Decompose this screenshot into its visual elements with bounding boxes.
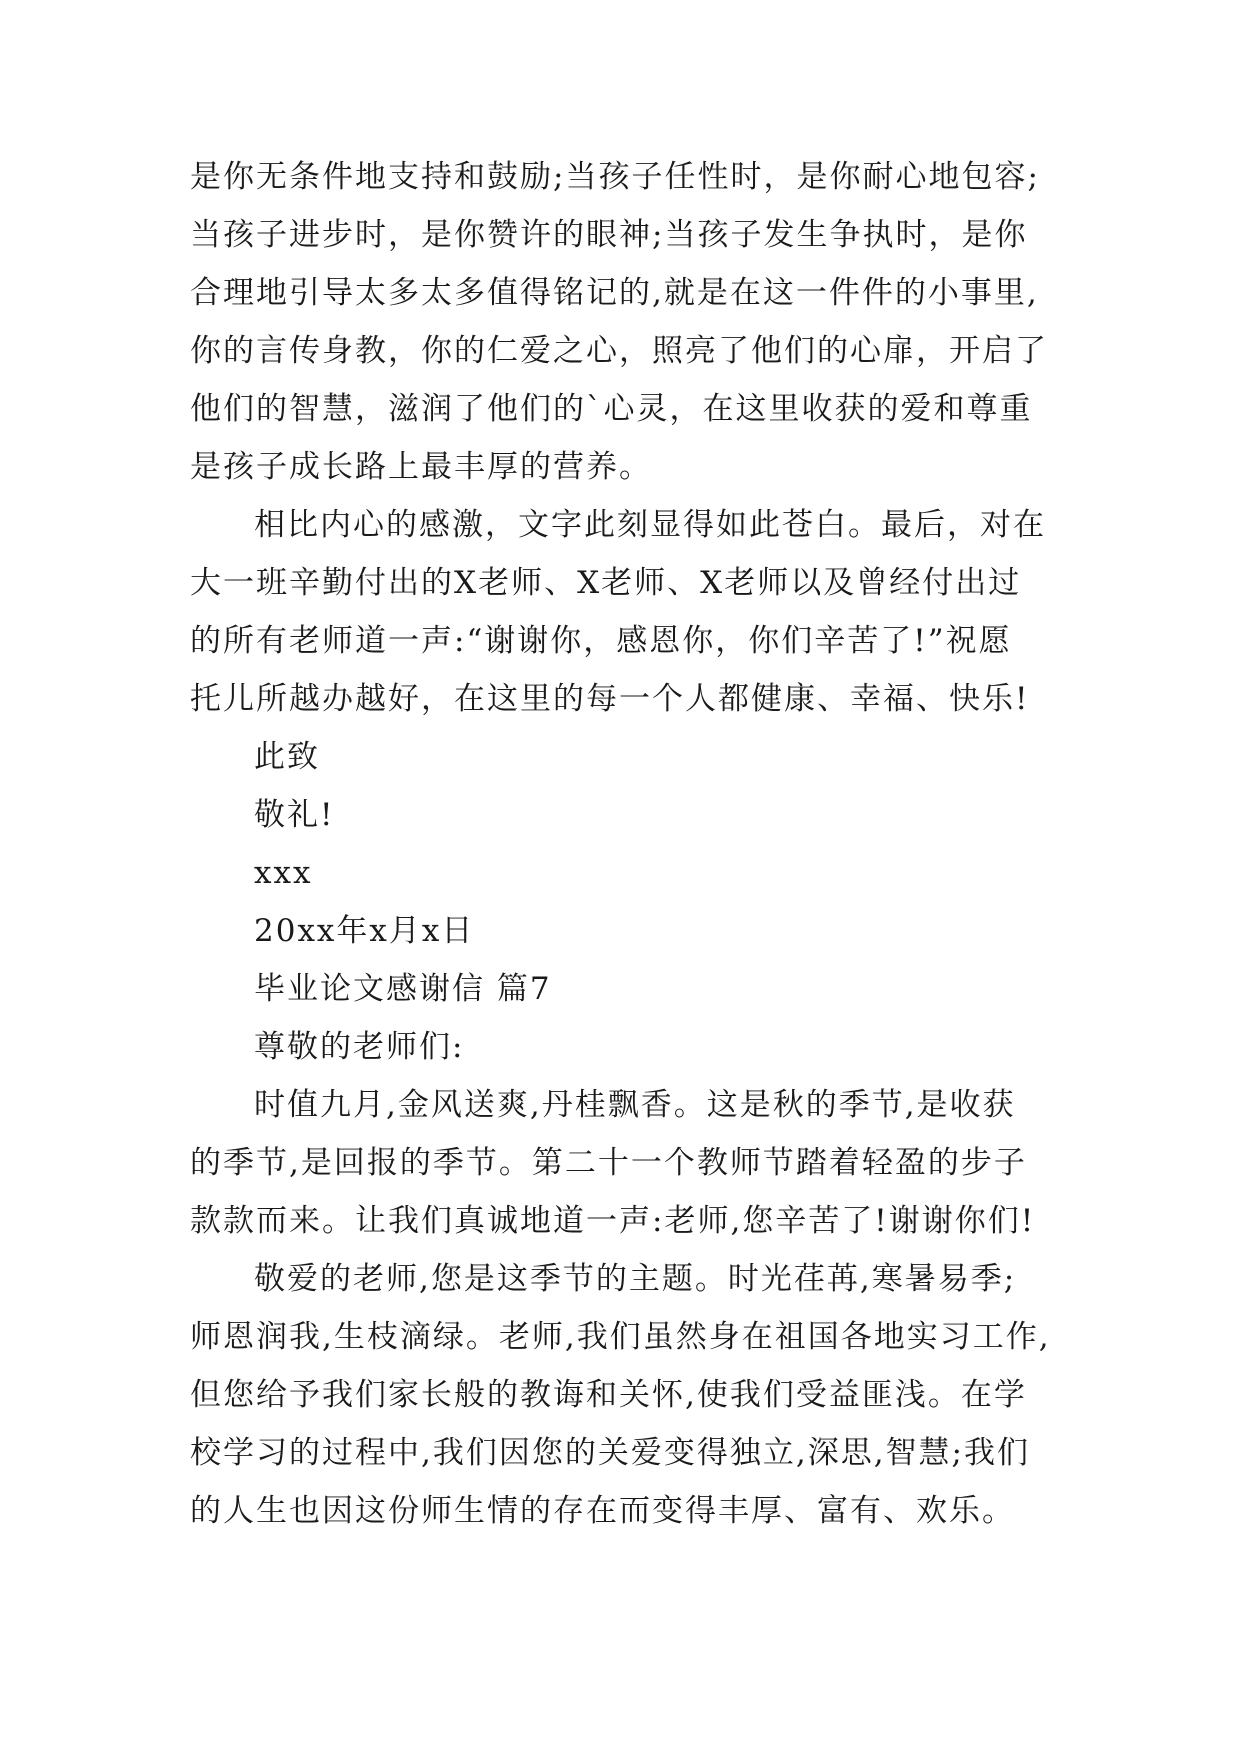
signature-name: xxx <box>254 855 313 891</box>
text-line-21: 师恩润我,生枝滴绿。老师,我们虽然身在祖国各地实习工作, <box>190 1319 1051 1355</box>
text-line-2: 当孩子进步时，是你赞许的眼神;当孩子发生争执时，是你 <box>190 217 1028 253</box>
text-line-22: 但您给予我们家长般的教诲和关怀,使我们受益匪浅。在学 <box>190 1377 1027 1413</box>
closing-regards: 敬礼! <box>254 797 335 833</box>
text-line-1: 是你无条件地支持和鼓励;当孩子任性时，是你耐心地包容; <box>190 159 1040 195</box>
text-line-23: 校学习的过程中,我们因您的关爱变得独立,深思,智慧;我们 <box>190 1435 1031 1471</box>
text-line-17: 时值九月,金风送爽,丹桂飘香。这是秋的季节,是收获 <box>254 1087 1016 1123</box>
section-heading: 毕业论文感谢信 篇7 <box>254 971 552 1007</box>
text-line-7: 相比内心的感激，文字此刻显得如此苍白。最后，对在 <box>254 507 1046 543</box>
text-line-9: 的所有老师道一声:“谢谢你，感恩你，你们辛苦了!”祝愿 <box>190 623 1012 659</box>
text-line-5: 他们的智慧，滋润了他们的`心灵，在这里收获的爱和尊重 <box>190 391 1033 427</box>
text-line-3: 合理地引导太多太多值得铭记的,就是在这一件件的小事里, <box>190 275 1039 311</box>
text-line-4: 你的言传身教，你的仁爱之心，照亮了他们的心扉，开启了 <box>190 333 1048 369</box>
text-line-8: 大一班辛勤付出的X老师、X老师、X老师以及曾经付出过 <box>190 565 1022 601</box>
text-line-24: 的人生也因这份师生情的存在而变得丰厚、富有、欢乐。 <box>190 1493 1015 1529</box>
letter-body <box>190 148 1090 1540</box>
text-line-6: 是孩子成长路上最丰厚的营养。 <box>190 449 652 485</box>
greeting: 尊敬的老师们: <box>254 1029 465 1065</box>
text-line-18: 的季节,是回报的季节。第二十一个教师节踏着轻盈的步子 <box>190 1145 1027 1181</box>
signature-date: 20xx年x月x日 <box>254 913 475 949</box>
text-line-10: 托儿所越办越好，在这里的每一个人都健康、幸福、快乐! <box>190 681 1030 717</box>
closing-salutation: 此致 <box>254 739 320 775</box>
text-line-19: 款款而来。让我们真诚地道一声:老师,您辛苦了!谢谢你们! <box>190 1203 1036 1239</box>
text-line-20: 敬爱的老师,您是这季节的主题。时光荏苒,寒暑易季; <box>254 1261 1017 1297</box>
